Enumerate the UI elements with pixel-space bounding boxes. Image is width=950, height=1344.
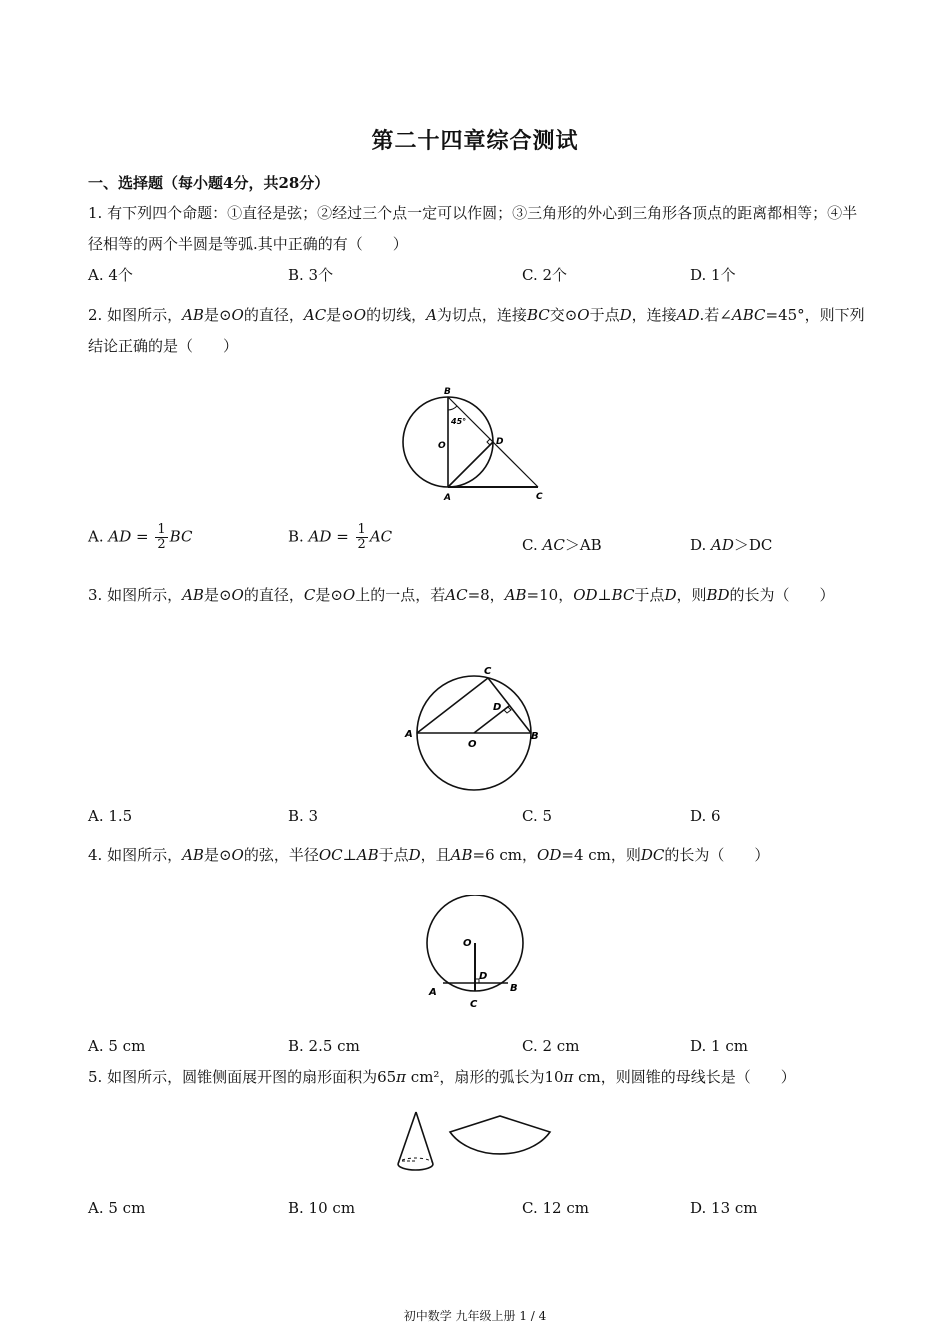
q5-option-a: A. 5 cm <box>88 1199 146 1217</box>
q2-option-a-fraction: $\frac{1}{2}$ <box>157 522 166 552</box>
q4-label-c: C <box>470 999 478 1010</box>
q3-label-o: O <box>468 739 477 750</box>
q3-chord-ac <box>417 678 488 733</box>
section-heading: 一、选择题（每小题4分，共28分） <box>88 174 330 192</box>
q3-option-a: A. 1.5 <box>88 807 133 825</box>
q2-option-b-fraction: $\frac{1}{2}$ <box>357 522 366 552</box>
question-1-text: 1. 有下列四个命题：①直径是弦；②经过三个点一定可以作圆；③三角形的外心到三角形各顶点的距离都相等；④半径相等的两个半圆是等弧.其中正确的有（ ） <box>88 204 858 253</box>
q5-option-d: D. 13 cm <box>690 1199 758 1217</box>
q2-angle-arc <box>448 406 457 410</box>
q4-option-b: B. 2.5 cm <box>288 1037 360 1055</box>
q5-cone <box>398 1112 433 1170</box>
q2-label-a: A <box>444 493 451 503</box>
q3-option-b: B. 3 <box>288 807 319 825</box>
q2-option-a: A. AD = $\frac{1}{2}$ BC <box>88 522 193 552</box>
q2-option-d: D. AD＞DC <box>690 536 773 554</box>
q2-option-c: C. AC＞AB <box>522 536 602 554</box>
q2-option-b: B. AD = $\frac{1}{2}$ AC <box>288 522 393 552</box>
q3-option-c: C. 5 <box>522 807 553 825</box>
q4-option-d: D. 1 cm <box>690 1037 748 1055</box>
q2-figure <box>398 382 558 506</box>
q3-label-b: B <box>531 731 539 742</box>
q3-label-a: A <box>405 729 413 740</box>
q4-label-d: D <box>479 971 488 982</box>
q3-label-d: D <box>493 702 502 713</box>
q5-sector-guide <box>450 1121 550 1172</box>
q3-figure <box>400 662 550 792</box>
question-2-text: 2. 如图所示，AB是⊙O的直径，AC是⊙O的切线，A为切点，连接BC交⊙O于点D，连接AD.若∠ABC=45°，则下列结论正确的是（ ） <box>88 306 865 355</box>
q1-option-a: A. 4个 <box>88 266 133 284</box>
q5-option-b: B. 10 cm <box>288 1199 356 1217</box>
q5-sector <box>450 1116 550 1154</box>
question-3-text: 3. 如图所示，AB是⊙O的直径，C是⊙O上的一点，若AC=8，AB=10，OD⊥BC于点D，则BD的长为（ ） <box>88 586 835 604</box>
q2-label-angle: 45° <box>451 417 467 426</box>
page-footer: 初中数学 九年级上册 1 / 4 <box>403 1309 547 1323</box>
question-5-text: 5. 如图所示，圆锥侧面展开图的扇形面积为65π cm²，扇形的弧长为10π cm，则圆锥的母线长是（ ） <box>88 1068 796 1086</box>
q4-label-a: A <box>429 987 437 998</box>
q4-figure <box>420 895 530 1013</box>
q3-option-d: D. 6 <box>690 807 721 825</box>
q2-label-d: D <box>496 437 504 447</box>
q5-option-c: C. 12 cm <box>522 1199 589 1217</box>
q2-label-b: B <box>444 387 451 397</box>
q5-figure <box>390 1108 555 1178</box>
q4-label-b: B <box>510 983 518 994</box>
q2-label-c: C <box>536 492 543 502</box>
q4-option-a: A. 5 cm <box>88 1037 146 1055</box>
q4-label-o: O <box>463 938 472 949</box>
question-4-text: 4. 如图所示，AB是⊙O的弦，半径OC⊥AB于点D，且AB=6 cm，OD=4 cm，则DC的长为（ ） <box>88 846 770 864</box>
q4-option-c: C. 2 cm <box>522 1037 580 1055</box>
q1-option-d: D. 1个 <box>690 266 736 284</box>
q2-label-o: O <box>438 441 446 451</box>
q1-option-c: C. 2个 <box>522 266 568 284</box>
page-title: 第二十四章综合测试 <box>371 128 579 154</box>
q1-option-b: B. 3个 <box>288 266 334 284</box>
q3-label-c: C <box>484 666 492 677</box>
